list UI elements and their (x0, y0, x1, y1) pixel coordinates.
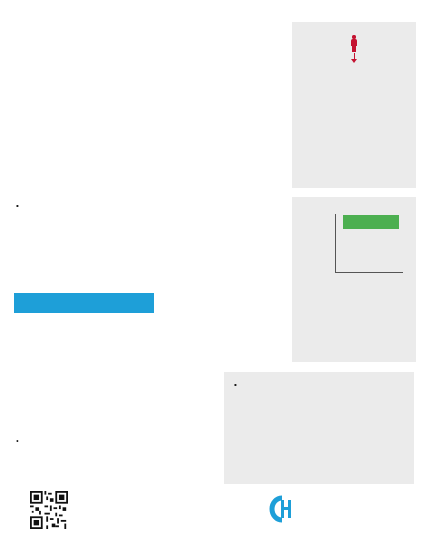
chart-baseline (335, 272, 403, 273)
reasons-panel (224, 372, 414, 484)
section-symptoms (14, 122, 286, 125)
qr-code-icon[interactable] (30, 491, 68, 529)
chart-axis (335, 214, 336, 272)
section-side-effects (14, 324, 244, 333)
section-other-things (14, 198, 286, 202)
bar-segment-3-weeks (343, 215, 399, 229)
length-of-illness-panel (292, 197, 416, 362)
section-vaccine-other (14, 433, 219, 437)
stacked-bar (343, 215, 399, 272)
contagiousness-panel (292, 22, 416, 188)
section-how-it-spreads (14, 71, 286, 75)
illness-chart (299, 206, 409, 274)
infected-person-icon (351, 35, 358, 52)
chop-logo-icon (268, 494, 294, 524)
section-complications (14, 168, 286, 172)
recombinant-vaccine-banner (14, 293, 154, 313)
arrow-down-icon (299, 53, 409, 63)
infected-person-row (299, 35, 409, 52)
